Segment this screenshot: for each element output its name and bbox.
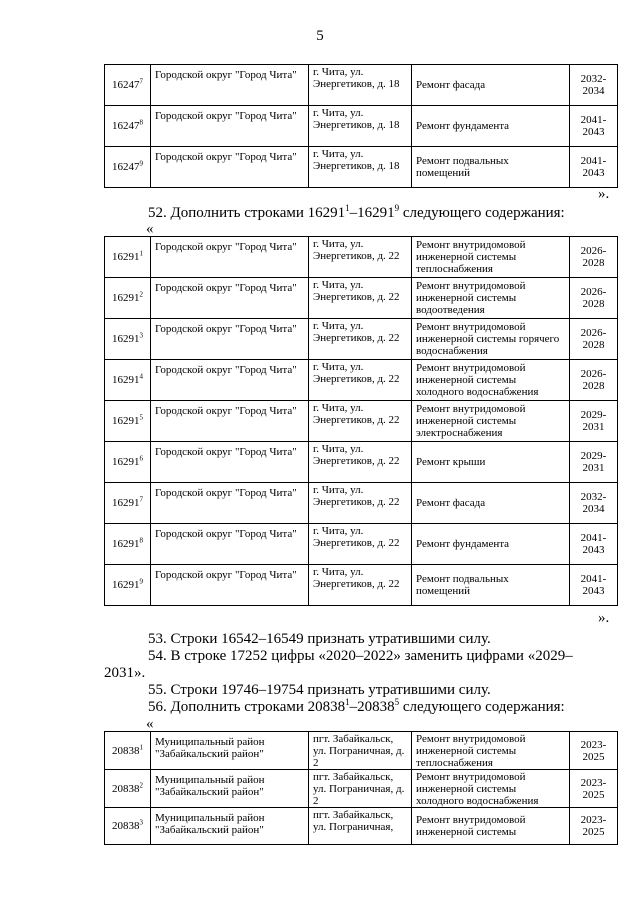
- table-row: [105, 732, 618, 770]
- row-number-cell: [105, 565, 151, 606]
- table-row: [105, 237, 618, 278]
- municipality-cell: Муниципальный район "Забайкальский район": [151, 770, 309, 808]
- years-cell: 2026-2028: [570, 319, 618, 360]
- paragraph-52-sup-a: 1: [345, 203, 350, 213]
- table-row: [105, 442, 618, 483]
- row-number-cell: [105, 524, 151, 565]
- municipality-cell: Городской округ "Город Чита": [151, 483, 309, 524]
- table-row: [105, 808, 618, 845]
- work-type-cell: Ремонт внутридомовой инженерной системы водоотведения: [412, 278, 570, 319]
- years-cell: 2032-2034: [570, 65, 618, 106]
- opening-quote: «: [146, 716, 154, 732]
- work-type-cell: Ремонт подвальных помещений: [412, 147, 570, 188]
- row-number: 16291: [112, 415, 140, 427]
- years-cell: 2041-2043: [570, 106, 618, 147]
- address-cell: г. Чита, ул. Энергетиков, д. 18: [309, 65, 412, 106]
- table-row: [105, 147, 618, 188]
- years-cell: 2041-2043: [570, 524, 618, 565]
- table-row: [105, 360, 618, 401]
- row-number-superscript: 7: [139, 495, 143, 504]
- row-number-cell: [105, 770, 151, 808]
- paragraph-52: [148, 205, 565, 222]
- address-cell: г. Чита, ул. Энергетиков, д. 22: [309, 565, 412, 606]
- row-number: 16291: [112, 579, 140, 591]
- years-cell: 2029-2031: [570, 401, 618, 442]
- address-cell: пгт. Забайкальск, ул. Пограничная,: [309, 808, 412, 845]
- municipality-cell: Городской округ "Город Чита": [151, 401, 309, 442]
- row-number-cell: [105, 483, 151, 524]
- table-row: [105, 106, 618, 147]
- page-number: 5: [316, 28, 324, 44]
- table-row: [105, 565, 618, 606]
- row-number-cell: [105, 237, 151, 278]
- paragraph-54-line-2: 2031».: [104, 665, 146, 681]
- paragraph-55: 55. Строки 19746–19754 признать утратившими силу.: [148, 682, 491, 698]
- row-number-superscript: 3: [139, 818, 143, 827]
- row-number-cell: [105, 808, 151, 845]
- municipality-cell: Городской округ "Город Чита": [151, 106, 309, 147]
- row-number: 16291: [112, 456, 140, 468]
- municipality-cell: Городской округ "Город Чита": [151, 442, 309, 483]
- address-cell: г. Чита, ул. Энергетиков, д. 22: [309, 442, 412, 483]
- row-number-superscript: 4: [139, 372, 143, 381]
- row-number: 20838: [112, 820, 140, 832]
- address-cell: г. Чита, ул. Энергетиков, д. 22: [309, 360, 412, 401]
- row-number-superscript: 1: [139, 742, 143, 751]
- table-row: [105, 524, 618, 565]
- paragraph-54-line-1: 54. В строке 17252 цифры «2020–2022» заменить цифрами «2029–: [148, 648, 573, 664]
- address-cell: г. Чита, ул. Энергетиков, д. 22: [309, 319, 412, 360]
- row-number: 16291: [112, 292, 140, 304]
- row-number-superscript: 7: [139, 77, 143, 86]
- row-number: 16291: [112, 333, 140, 345]
- work-type-cell: Ремонт внутридомовой инженерной системы холодного водоснабжения: [412, 770, 570, 808]
- row-number-superscript: 2: [139, 290, 143, 299]
- row-number-cell: [105, 360, 151, 401]
- paragraph-56-sup-a: 1: [345, 697, 350, 707]
- opening-quote: «: [146, 221, 154, 237]
- address-cell: пгт. Забайкальск, ул. Пограничная, д. 2: [309, 770, 412, 808]
- municipality-cell: Городской округ "Город Чита": [151, 524, 309, 565]
- paragraph-56-sup-b: 5: [394, 697, 400, 707]
- row-number: 16291: [112, 374, 140, 386]
- municipality-cell: Городской округ "Город Чита": [151, 278, 309, 319]
- paragraph-52-text-a: 52. Дополнить строками 16291: [148, 205, 346, 221]
- row-number-cell: [105, 278, 151, 319]
- paragraph-52-sup-b: 9: [394, 203, 400, 213]
- row-number: 20838: [112, 744, 140, 757]
- row-number-superscript: 5: [139, 413, 143, 422]
- address-cell: г. Чита, ул. Энергетиков, д. 22: [309, 483, 412, 524]
- row-number-superscript: 9: [139, 577, 143, 586]
- municipality-cell: Городской округ "Город Чита": [151, 319, 309, 360]
- table-row: [105, 65, 618, 106]
- municipality-cell: Городской округ "Город Чита": [151, 565, 309, 606]
- row-number-superscript: 9: [139, 159, 143, 168]
- municipality-cell: Муниципальный район "Забайкальский район": [151, 732, 309, 770]
- work-type-cell: Ремонт фундамента: [412, 524, 570, 565]
- closing-quote: ».: [598, 186, 610, 202]
- row-number-cell: [105, 732, 151, 770]
- row-number: 16247: [112, 120, 140, 132]
- row-number-cell: [105, 319, 151, 360]
- row-number: 16291: [112, 251, 140, 263]
- address-cell: г. Чита, ул. Энергетиков, д. 22: [309, 401, 412, 442]
- row-number-superscript: 1: [139, 249, 143, 258]
- table-amendments-16247: [104, 64, 618, 188]
- years-cell: 2026-2028: [570, 237, 618, 278]
- years-cell: 2041-2043: [570, 147, 618, 188]
- work-type-cell: Ремонт внутридомовой инженерной системы электроснабжения: [412, 401, 570, 442]
- municipality-cell: Городской округ "Город Чита": [151, 237, 309, 278]
- row-number-cell: [105, 147, 151, 188]
- work-type-cell: Ремонт внутридомовой инженерной системы горячего водоснабжения: [412, 319, 570, 360]
- municipality-cell: Городской округ "Город Чита": [151, 65, 309, 106]
- work-type-cell: Ремонт фасада: [412, 65, 570, 106]
- paragraph-56-text-a: 56. Дополнить строками 20838: [148, 699, 346, 715]
- address-cell: г. Чита, ул. Энергетиков, д. 22: [309, 278, 412, 319]
- paragraph-56: [148, 699, 565, 716]
- table-row: [105, 278, 618, 319]
- work-type-cell: Ремонт внутридомовой инженерной системы теплоснабжения: [412, 732, 570, 770]
- address-cell: г. Чита, ул. Энергетиков, д. 22: [309, 237, 412, 278]
- table-amendments-16291: [104, 236, 618, 606]
- table-amendments-20838: [104, 731, 618, 845]
- years-cell: 2026-2028: [570, 278, 618, 319]
- work-type-cell: Ремонт крыши: [412, 442, 570, 483]
- paragraph-52-text-b: –16291: [349, 205, 395, 221]
- work-type-cell: Ремонт подвальных помещений: [412, 565, 570, 606]
- paragraph-56-text-c: следующего содержания:: [399, 699, 565, 715]
- years-cell: 2023-2025: [570, 808, 618, 845]
- address-cell: г. Чита, ул. Энергетиков, д. 18: [309, 147, 412, 188]
- address-cell: пгт. Забайкальск, ул. Пограничная, д. 2: [309, 732, 412, 770]
- row-number: 16291: [112, 538, 140, 550]
- work-type-cell: Ремонт внутридомовой инженерной системы теплоснабжения: [412, 237, 570, 278]
- table-row: [105, 483, 618, 524]
- closing-quote: ».: [598, 610, 610, 626]
- row-number-superscript: 8: [139, 536, 143, 545]
- years-cell: 2023-2025: [570, 732, 618, 770]
- years-cell: 2023-2025: [570, 770, 618, 808]
- paragraph-56-text-b: –20838: [349, 699, 395, 715]
- municipality-cell: Городской округ "Город Чита": [151, 360, 309, 401]
- row-number-superscript: 2: [139, 780, 143, 789]
- row-number: 20838: [112, 782, 140, 795]
- row-number-cell: [105, 106, 151, 147]
- work-type-cell: Ремонт внутридомовой инженерной системы: [412, 808, 570, 845]
- years-cell: 2029-2031: [570, 442, 618, 483]
- row-number-cell: [105, 401, 151, 442]
- row-number-cell: [105, 65, 151, 106]
- paragraph-53: 53. Строки 16542–16549 признать утратившими силу.: [148, 631, 491, 647]
- work-type-cell: Ремонт внутридомовой инженерной системы холодного водоснабжения: [412, 360, 570, 401]
- municipality-cell: Городской округ "Город Чита": [151, 147, 309, 188]
- work-type-cell: Ремонт фундамента: [412, 106, 570, 147]
- table-row: [105, 401, 618, 442]
- paragraph-52-text-c: следующего содержания:: [399, 205, 565, 221]
- row-number-superscript: 8: [139, 118, 143, 127]
- municipality-cell: Муниципальный район "Забайкальский район": [151, 808, 309, 845]
- years-cell: 2026-2028: [570, 360, 618, 401]
- table-row: [105, 770, 618, 808]
- years-cell: 2032-2034: [570, 483, 618, 524]
- work-type-cell: Ремонт фасада: [412, 483, 570, 524]
- table-row: [105, 319, 618, 360]
- row-number-cell: [105, 442, 151, 483]
- row-number-superscript: 6: [139, 454, 143, 463]
- years-cell: 2041-2043: [570, 565, 618, 606]
- row-number-superscript: 3: [139, 331, 143, 340]
- address-cell: г. Чита, ул. Энергетиков, д. 22: [309, 524, 412, 565]
- row-number: 16247: [112, 79, 140, 91]
- row-number: 16247: [112, 161, 140, 173]
- address-cell: г. Чита, ул. Энергетиков, д. 18: [309, 106, 412, 147]
- row-number: 16291: [112, 497, 140, 509]
